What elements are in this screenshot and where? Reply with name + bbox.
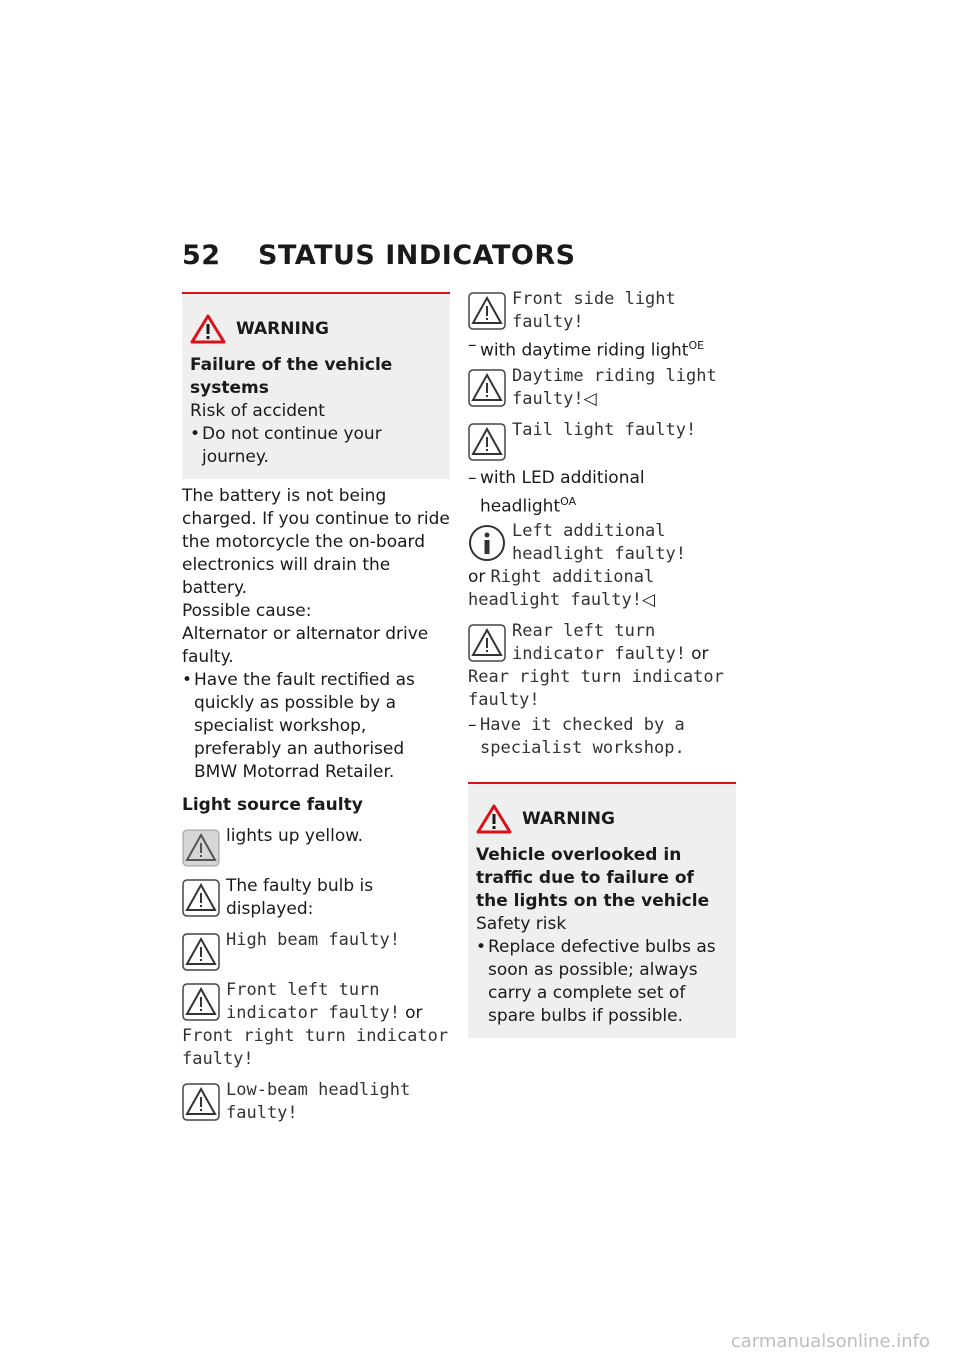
warning-indicator-icon <box>182 983 220 1021</box>
rectify-bullet: • Have the fault rectified as quickly as possible by a specialist workshop, preferably an authorised BMW Motorrad Retailer. <box>182 670 415 782</box>
lights-up-text: lights up yellow. <box>226 826 364 846</box>
warning-indicator-icon <box>468 423 506 461</box>
low-beam-message: Low-beam headlight faulty! <box>226 1080 411 1123</box>
yellow-warning-indicator-icon <box>182 829 220 867</box>
warning-bullet: • Replace defective bulbs as soon as possible; always carry a complete set of spare bulbs if possible. <box>476 937 716 1027</box>
warning-indicator-icon <box>182 879 220 917</box>
light-source-heading: Light source faulty <box>182 795 363 815</box>
front-side-message: Front side light faulty! <box>512 289 676 332</box>
rear-left-message: Rear left turn indicator faulty! <box>512 621 686 665</box>
bulb-displayed-text: The faulty bulb is displayed: <box>226 876 374 919</box>
cause-text: Alternator or alternator drive faulty. <box>182 624 429 667</box>
high-beam-message: High beam faulty! <box>226 930 400 950</box>
warning-indicator-icon <box>182 1083 220 1121</box>
left-column <box>182 292 450 1125</box>
front-right-message: Front right turn indicator faulty! <box>182 1026 449 1069</box>
indicator-row-rear-left <box>468 620 736 666</box>
warning-title: Vehicle overlooked in traffic due to failure of the lights on the vehicle <box>476 845 710 912</box>
warning-risk: Safety risk <box>476 914 567 935</box>
right-additional-message: Right additional headlight faulty! <box>468 567 655 611</box>
indicator-row-front-left <box>182 979 450 1025</box>
warning-header <box>476 804 728 834</box>
warning-indicator-icon <box>468 292 506 330</box>
indicator-row-tail <box>468 419 736 461</box>
cause-label: Possible cause: <box>182 601 312 621</box>
with-led-line: – with LED additional headlight$^{OA}$ <box>468 467 645 517</box>
or-text: or <box>405 1003 423 1023</box>
right-column <box>468 288 736 1038</box>
drl-message: Daytime riding light faulty! <box>512 365 717 409</box>
info-indicator-icon <box>468 524 506 562</box>
warning-indicator-icon <box>468 624 506 662</box>
page-number: 52 <box>182 240 221 271</box>
warning-label: WARNING <box>522 809 615 830</box>
indicator-row-left-additional <box>468 520 736 566</box>
indicator-row-drl <box>468 365 736 411</box>
oa-superscript: OA <box>560 494 577 508</box>
indicator-row-yellow <box>182 825 450 867</box>
battery-paragraph: The battery is not being charged. If you continue to ride the motorcycle the on-board electronics will drain the battery. <box>182 486 450 598</box>
front-left-message: Front left turn indicator faulty! <box>226 980 400 1023</box>
warning-triangle-icon <box>476 804 512 834</box>
section-title: STATUS INDICATORS <box>258 240 576 271</box>
warning-indicator-icon <box>468 369 506 407</box>
oe-superscript: OE <box>688 339 705 352</box>
rear-right-message: Rear right turn indicator faulty! <box>468 667 724 711</box>
warning-box-systems <box>182 292 450 479</box>
warning-indicator-icon <box>182 933 220 971</box>
right-additional-line <box>468 566 736 612</box>
indicator-row-bulb <box>182 875 450 921</box>
with-drl-line: – with daytime riding light$^{OE}$ <box>468 335 705 361</box>
watermark: carmanualsonline.info <box>730 1331 930 1352</box>
warning-bullet: • Do not continue your journey. <box>190 424 382 467</box>
page-heading <box>182 240 576 271</box>
tail-message: Tail light faulty! <box>512 419 697 440</box>
indicator-row-high-beam <box>182 929 450 971</box>
or-text: or <box>468 567 486 588</box>
warning-box-lights <box>468 782 736 1038</box>
warning-triangle-icon <box>190 314 226 344</box>
warning-label: WARNING <box>236 319 329 339</box>
warning-risk: Risk of accident <box>190 401 325 421</box>
end-mark: ◁ <box>642 590 656 611</box>
warning-header <box>190 314 442 344</box>
left-additional-message: Left additional headlight faulty! <box>512 521 686 565</box>
warning-title: Failure of the vehicle systems <box>190 355 393 398</box>
indicator-row-low-beam <box>182 1079 450 1125</box>
or-text: or <box>691 644 709 665</box>
indicator-row-front-side <box>468 288 736 334</box>
end-mark: ◁ <box>583 388 597 409</box>
check-line: – Have it checked by a specialist workshop. <box>468 715 685 759</box>
